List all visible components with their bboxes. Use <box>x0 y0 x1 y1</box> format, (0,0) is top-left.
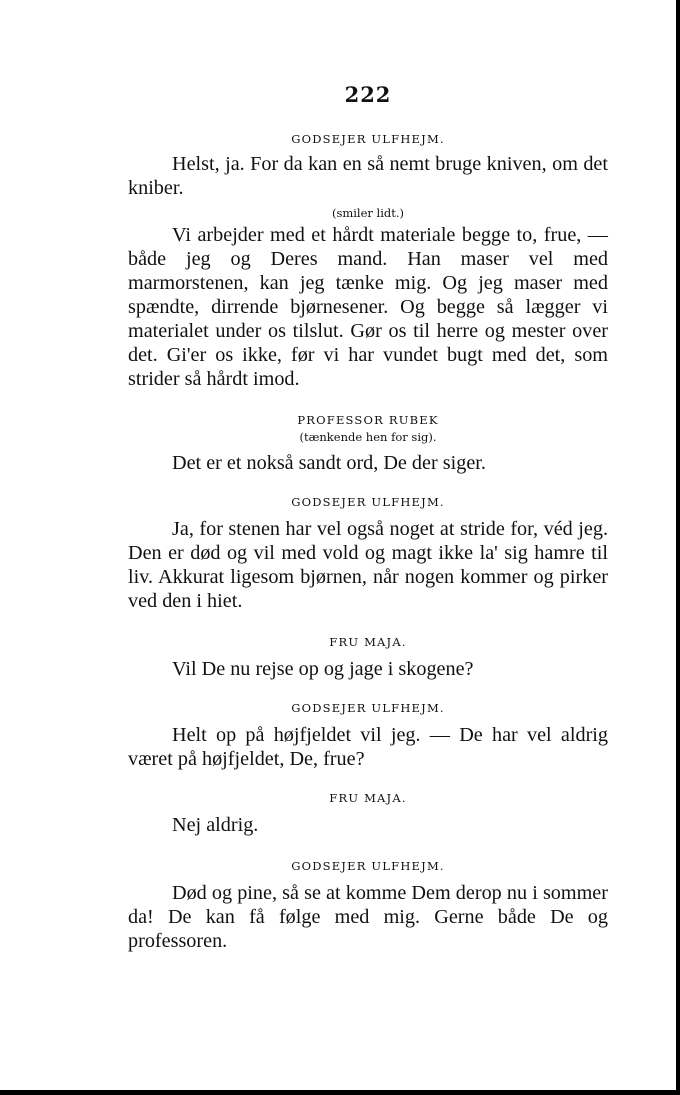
page-edge-right <box>676 0 680 1095</box>
book-page <box>128 82 608 953</box>
speaker-name: GODSEJER ULFHEJM. <box>291 495 445 509</box>
speech-text: Ja, for stenen har vel også noget at stride for, véd jeg. Den er død og vil med vold og magt ikke la' sig hamre til liv. Akkurat ligesom bjørnen, når nogen kommer og pirker ved den i hiet. <box>128 518 608 612</box>
speaker-name: GODSEJER ULFHEJM. <box>291 132 445 146</box>
speech-text: Helt op på højfjeldet vil jeg. — De har vel aldrig været på højfjeldet, De, frue? <box>128 724 608 770</box>
page-number: 222 <box>344 82 392 107</box>
page-edge-bottom <box>0 1090 680 1095</box>
speech-text: Vi arbejder med et hårdt materiale begge to, frue, — både jeg og Deres mand. Han maser vel med marmorstenen, kan jeg tænke mig. Og jeg maser med spændte, dirrende bjørnesener. Og begge så lægger vi materialet under os tilslut. Gør os til herre og mester over det. Gi'er os ikke, før vi har vundet bugt med det, som strider så hårdt imod. <box>128 224 608 390</box>
speech-text: Død og pine, så se at komme Dem derop nu i sommer da! De kan få følge med mig. Gerne både De og professoren. <box>128 882 608 952</box>
stage-direction: (smiler lidt.) <box>331 206 405 220</box>
speech-text: Helst, ja. For da kan en så nemt bruge kniven, om det kniber. <box>128 153 608 199</box>
stage-direction: (tænkende hen for sig). <box>299 430 437 444</box>
speaker-name: PROFESSOR RUBEK <box>297 413 439 427</box>
speech-text: Nej aldrig. <box>172 814 259 836</box>
speaker-name: GODSEJER ULFHEJM. <box>291 701 445 715</box>
speaker-name: GODSEJER ULFHEJM. <box>291 859 445 873</box>
speaker-name: FRU MAJA. <box>329 635 407 649</box>
speech-text: Det er et nokså sandt ord, De der siger. <box>172 452 486 474</box>
speaker-name: FRU MAJA. <box>329 791 407 805</box>
speech-text: Vil De nu rejse op og jage i skogene? <box>172 658 474 680</box>
